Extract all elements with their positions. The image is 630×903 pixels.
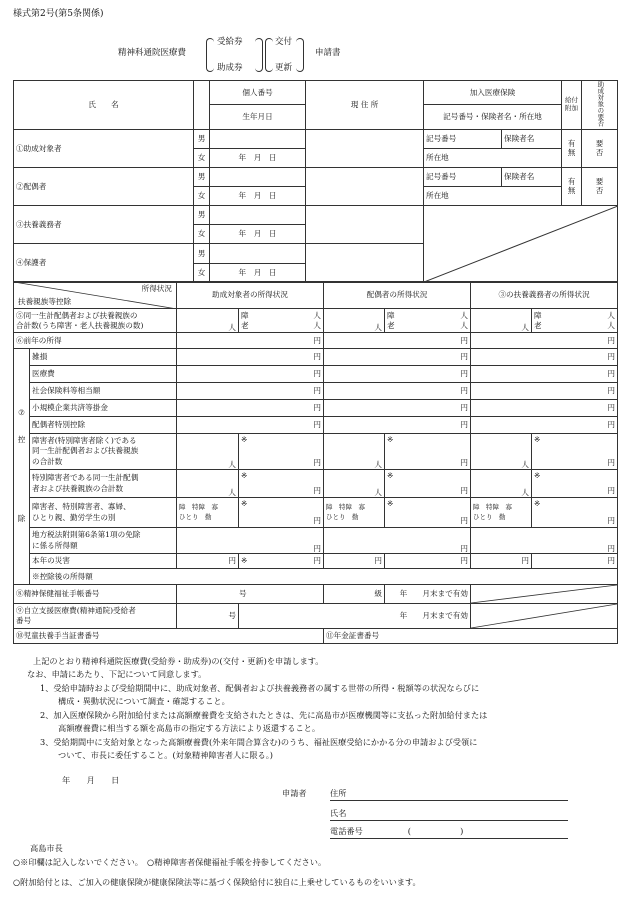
- r5-sho-1: 障: [241, 310, 249, 320]
- option-jukyuken[interactable]: 受給券: [217, 37, 243, 47]
- address-label: 住所: [330, 788, 347, 798]
- r5-ro-1: 老: [241, 320, 249, 330]
- consent-2b: 高額療養費に相当する額を高島市の指定する方法により返還すること。: [58, 723, 321, 733]
- title-prefix: 精神科通院医療費: [118, 48, 187, 58]
- shogai-kome-2: ※: [387, 435, 394, 444]
- dob-4[interactable]: 年 月 日: [210, 263, 306, 282]
- kafu-sa-3: 障 特障 寡: [473, 503, 512, 512]
- item-haigusha: 配偶者特別控除: [30, 417, 177, 434]
- id-field-2[interactable]: [210, 167, 306, 186]
- kafu-sa-2: 障 特障 寡: [326, 503, 365, 512]
- yo-2[interactable]: 要: [595, 177, 604, 186]
- id-field-4[interactable]: [210, 243, 306, 263]
- shogai-yen-1: 円: [313, 457, 321, 467]
- id-field-3[interactable]: [210, 205, 306, 224]
- note-1: ○※印欄は記入しないでください。 ○精神障害者保健福祉手帳を持参してください。: [13, 857, 327, 867]
- consent-2a: 2、加入医療保険から附加給付または高額療養費を支給されたときは、先に高島市が医療機関等に支払った附加給付または: [40, 710, 488, 720]
- toku-kome-3: ※: [534, 471, 541, 480]
- toku-nin-2[interactable]: 人: [324, 470, 385, 498]
- address-field-1[interactable]: [306, 129, 424, 167]
- kojo-char-2: 除: [17, 514, 26, 524]
- shaho-yen-1[interactable]: 円: [177, 383, 324, 400]
- option-kofu[interactable]: 交付: [275, 37, 293, 47]
- row-label-2: ②配偶者: [14, 167, 194, 205]
- r11-label[interactable]: ⑪年金証書番号: [324, 629, 618, 644]
- applicant-table: [13, 80, 618, 283]
- item-shaho: 社会保険料等相当額: [30, 383, 177, 400]
- kafu-yen-2: 円: [460, 515, 468, 525]
- r5-nin-2c: 人: [460, 320, 468, 330]
- kafu-a: 障害者、特別障害者、寡婦、: [32, 502, 131, 512]
- shozai-1: 所在地: [424, 148, 562, 167]
- r9-a: ⑨自立支援医療費(精神通院)受給者: [16, 606, 136, 616]
- toku-yen-3: 円: [607, 485, 615, 495]
- toku-b: 者および扶養親族の合計数: [32, 483, 124, 493]
- dob-3[interactable]: 年 月 日: [210, 224, 306, 243]
- col-spouse: 配偶者の所得状況: [324, 282, 471, 309]
- toku-kome-2: ※: [387, 471, 394, 480]
- r9-valid[interactable]: 年 月末まで有効: [239, 604, 471, 629]
- kafu-kome-2: ※: [387, 499, 394, 508]
- kafu-b: ひとり親、勤労学生の別: [32, 512, 116, 522]
- header-name: 氏 名: [14, 81, 194, 130]
- kigo-2: 記号番号: [424, 167, 502, 186]
- shogai-a: 障害者(特別障害者除く)である: [32, 436, 137, 446]
- kafu-sb-2: ひとり 勤: [326, 512, 359, 521]
- r8-kyu: 級: [374, 589, 382, 599]
- male-4[interactable]: 男: [194, 243, 210, 263]
- chiho-a: 地方税法附則第6条第1項の免除: [32, 530, 141, 540]
- header-target: 助成対象の要否: [596, 81, 605, 127]
- kafu-kome-3: ※: [534, 499, 541, 508]
- bracket-left-1: [206, 38, 214, 72]
- header-id: 個人番号: [210, 81, 306, 105]
- nashi-1[interactable]: 無: [567, 148, 576, 158]
- r5-sho-2: 障: [387, 310, 395, 320]
- female-4[interactable]: 女: [194, 263, 210, 282]
- r8-go: 号: [239, 589, 247, 599]
- r5-nin-1c: 人: [313, 320, 321, 330]
- dob-1[interactable]: 年 月 日: [210, 148, 306, 167]
- kigo-1: 記号番号: [424, 129, 502, 148]
- r8-label: ⑧精神保健福祉手帳番号: [14, 585, 177, 604]
- header-kyufu: 給付: [565, 96, 578, 104]
- male-2[interactable]: 男: [194, 167, 210, 186]
- r8-valid[interactable]: 年 月末まで有効: [385, 585, 471, 604]
- header-income-status: 所得状況: [141, 284, 172, 293]
- iryo-yen-2[interactable]: 円: [324, 366, 471, 383]
- shokibo-yen-3[interactable]: 円: [471, 400, 618, 417]
- header-address: 現 住 所: [306, 81, 424, 130]
- female-1[interactable]: 女: [194, 148, 210, 167]
- shogai-nin-2[interactable]: 人: [324, 434, 385, 470]
- kafu-sa-1: 障 特障 寡: [179, 503, 218, 512]
- tel-field[interactable]: [330, 826, 568, 839]
- r5-label-b: 合計数(うち障害・老人扶養親族の数): [16, 320, 144, 330]
- r5-nin-2b: 人: [460, 310, 468, 320]
- yo-1[interactable]: 要: [595, 139, 604, 148]
- ari-1[interactable]: 有: [567, 139, 576, 148]
- kafu-yen-3: 円: [607, 515, 615, 525]
- shogai-nin-3[interactable]: 人: [471, 434, 532, 470]
- kafu-yen-1: 円: [313, 515, 321, 525]
- hi-2[interactable]: 否: [595, 186, 604, 196]
- header-dob: 生年月日: [210, 105, 306, 129]
- shogai-nin-1[interactable]: 人: [177, 434, 239, 470]
- address-field-4[interactable]: [306, 243, 424, 282]
- header-insurance: 加入医療保険: [424, 81, 562, 105]
- consent-3b: ついて、市長に委任すること。(対象精神障害者人に限る。): [58, 750, 274, 760]
- r5-nin-3c: 人: [607, 320, 615, 330]
- tel-label: 電話番号: [330, 826, 363, 836]
- consent-3a: 3、受給期間中に支給対象となった高額療養費(外来年間合算含む)のうち、福祉医療受給にかかる分の申請および受領に: [40, 737, 478, 747]
- r5-ro-2: 老: [387, 320, 395, 330]
- income-table: [13, 281, 618, 644]
- chiho-b: に係る所得額: [32, 540, 78, 550]
- saigai-yen-3a: 円: [521, 556, 529, 566]
- kafu-kome-1: ※: [241, 499, 248, 508]
- r8-diagonal: [471, 585, 617, 603]
- zasson-yen-2[interactable]: 円: [324, 349, 471, 366]
- item-saigai: 本年の災害: [30, 554, 177, 569]
- toku-kome-1: ※: [241, 471, 248, 480]
- nashi-2[interactable]: 無: [567, 186, 576, 196]
- consent-1b: 構成・異動状況について調査・確認すること。: [58, 696, 230, 706]
- bracket-right-1: [255, 38, 263, 72]
- address-field[interactable]: [330, 788, 568, 801]
- r5-nin-1b: 人: [313, 310, 321, 320]
- r9-b: 番号: [16, 616, 32, 625]
- bracket-left-2: [265, 38, 273, 72]
- kafu-sb-1: ひとり 勤: [179, 512, 212, 521]
- shokibo-yen-1[interactable]: 円: [177, 400, 324, 417]
- iryo-yen-1[interactable]: 円: [177, 366, 324, 383]
- r5-sho-3: 障: [534, 310, 542, 320]
- r5-nin-1: 人: [228, 322, 236, 332]
- row-label-4: ④保護者: [14, 243, 194, 282]
- kojo-mark: ⑦: [18, 408, 25, 418]
- chiho-yen-3[interactable]: 円: [471, 528, 618, 554]
- option-koshin[interactable]: 更新: [275, 63, 293, 73]
- address-field-2[interactable]: [306, 167, 424, 205]
- col-supporter: ③の扶養義務者の所得状況: [471, 282, 618, 309]
- title-suffix: 申請書: [315, 48, 341, 58]
- na-diagonal: [424, 205, 618, 282]
- zasson-yen-1[interactable]: 円: [177, 349, 324, 366]
- shaho-yen-2[interactable]: 円: [324, 383, 471, 400]
- toku-yen-1: 円: [313, 485, 321, 495]
- ari-2[interactable]: 有: [567, 177, 576, 186]
- r9-go: 号: [228, 611, 236, 621]
- item-iryo: 医療費: [30, 366, 177, 383]
- tel-paren: ( ): [407, 826, 464, 836]
- shogai-b: 同一生計配偶者および扶養親族: [32, 446, 139, 456]
- applicant-label: 申請者: [282, 788, 307, 798]
- chiho-yen-2[interactable]: 円: [324, 528, 471, 554]
- name-label: 氏名: [330, 808, 347, 818]
- r10-label[interactable]: ⑩児童扶養手当証書番号: [14, 629, 324, 644]
- shogai-kome-3: ※: [534, 435, 541, 444]
- haigusha-yen-3[interactable]: 円: [471, 417, 618, 434]
- col-subject: 助成対象者の所得状況: [177, 282, 324, 309]
- toku-yen-2: 円: [460, 485, 468, 495]
- female-3[interactable]: 女: [194, 224, 210, 243]
- item-shokibo: 小規模企業共済等掛金: [30, 400, 177, 417]
- haigusha-yen-1[interactable]: 円: [177, 417, 324, 434]
- bracket-right-2: [296, 38, 304, 72]
- shogai-c: の合計数: [32, 456, 63, 466]
- header-fuka: 附加: [565, 103, 578, 112]
- haigusha-yen-2[interactable]: 円: [324, 417, 471, 434]
- r6-yen-3[interactable]: 円: [471, 333, 618, 349]
- r5-label-a: ⑤同一生計配偶者および扶養親族の: [16, 310, 138, 320]
- diagonal-line: [424, 206, 618, 282]
- female-2[interactable]: 女: [194, 186, 210, 205]
- kafu-sb-3: ひとり 勤: [473, 512, 506, 521]
- r5-ro-3: 老: [534, 320, 542, 330]
- toku-nin-1[interactable]: 人: [177, 470, 239, 498]
- saigai-yen-1b: 円: [313, 556, 321, 566]
- toku-nin-3[interactable]: 人: [471, 470, 532, 498]
- saigai-yen-3b: 円: [607, 556, 615, 566]
- consent-1a: 1、受給申請時および受給期間中に、助成対象者、配偶者および扶養義務者の属する世帯の所得・税額等の状況ならびに: [40, 683, 480, 693]
- toku-a: 特別障害者である同一生計配偶: [32, 473, 139, 483]
- saigai-yen-2a: 円: [374, 556, 382, 566]
- row-label-1: ①助成対象者: [14, 129, 194, 167]
- hokensha-2: 保険者名: [502, 167, 562, 186]
- male-3[interactable]: 男: [194, 205, 210, 224]
- chiho-yen-1[interactable]: 円: [177, 528, 324, 554]
- mayor: 高島市長: [30, 843, 63, 853]
- declaration-2: なお、申請にあたり、下記について同意します。: [27, 669, 207, 679]
- header-insurance-sub: 記号番号・保険者名・所在地: [424, 105, 562, 129]
- r6-yen-2[interactable]: 円: [324, 333, 471, 349]
- iryo-yen-3[interactable]: 円: [471, 366, 618, 383]
- r6-yen-1[interactable]: 円: [177, 333, 324, 349]
- shokibo-yen-2[interactable]: 円: [324, 400, 471, 417]
- saigai-kome-1: ※: [241, 556, 248, 566]
- shaho-yen-3[interactable]: 円: [471, 383, 618, 400]
- hi-1[interactable]: 否: [595, 148, 604, 158]
- r6-label: ⑥前年の所得: [14, 333, 177, 349]
- zasson-yen-3[interactable]: 円: [471, 349, 618, 366]
- after-deduction: ※控除後の所得額: [30, 569, 618, 585]
- id-field-1[interactable]: [210, 129, 306, 148]
- hokensha-1: 保険者名: [502, 129, 562, 148]
- r5-nin-3: 人: [521, 322, 529, 332]
- note-2: ○附加給付とは、ご加入の健康保険が健康保険法等に基づく保険給付に独自に上乗せしているものをいいます。: [13, 877, 421, 887]
- r5-nin-2: 人: [374, 322, 382, 332]
- item-zasson: 雑損: [30, 349, 177, 366]
- r9-diagonal: [471, 604, 617, 628]
- dob-2[interactable]: 年 月 日: [210, 186, 306, 205]
- header-deductions: 扶養親族等控除: [18, 296, 72, 306]
- shozai-2: 所在地: [424, 186, 562, 205]
- declaration-1: 上記のとおり精神科通院医療費(受給券・助成券)の(交付・更新)を申請します。: [33, 656, 324, 666]
- male-1[interactable]: 男: [194, 129, 210, 148]
- name-field[interactable]: [330, 808, 568, 821]
- kojo-char-1: 控: [17, 434, 26, 444]
- shogai-yen-2: 円: [460, 457, 468, 467]
- r5-nin-3b: 人: [607, 310, 615, 320]
- shogai-kome-1: ※: [241, 435, 248, 444]
- address-field-3[interactable]: [306, 205, 424, 243]
- form-number: 様式第2号(第5条関係): [13, 9, 104, 19]
- saigai-yen-1a: 円: [228, 556, 236, 566]
- row-label-3: ③扶養義務者: [14, 205, 194, 243]
- shogai-yen-3: 円: [607, 457, 615, 467]
- date-field[interactable]: 年 月 日: [62, 775, 120, 785]
- saigai-yen-2b: 円: [460, 556, 468, 566]
- option-joseiken[interactable]: 助成券: [217, 63, 243, 73]
